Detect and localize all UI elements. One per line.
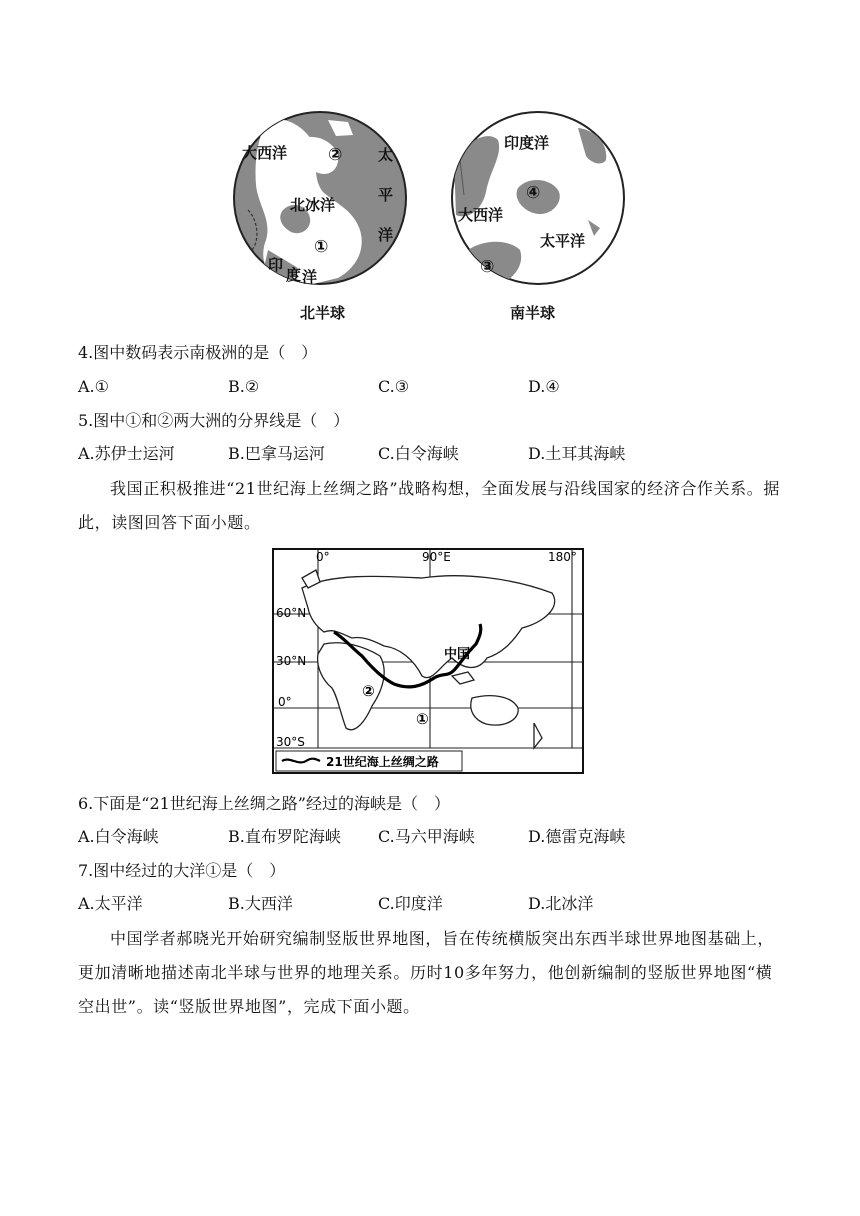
- q7-option-b: B.大西洋: [228, 894, 293, 913]
- q5-option-a: A.苏伊士运河: [78, 444, 175, 463]
- label-china: 中国: [444, 647, 471, 662]
- q7-option-c: C.印度洋: [378, 894, 443, 913]
- north-hemisphere-globe: [234, 112, 406, 290]
- q4-option-d: D.④: [528, 377, 560, 396]
- label-num-1-map: ①: [416, 710, 429, 728]
- question-7: 7.图中经过的大洋①是（ ）: [78, 861, 286, 880]
- label-num-2: ②: [328, 145, 343, 165]
- q6-option-a: A.白令海峡: [78, 827, 159, 846]
- label-pacific-south: 太平洋: [540, 232, 586, 250]
- q4-option-a: A.①: [78, 377, 109, 396]
- label-atlantic-north: 大西洋: [242, 144, 288, 162]
- label-pacific-1: 太: [378, 146, 394, 164]
- lat-label-60n: 60°N: [276, 606, 307, 620]
- q7-option-d: D.北冰洋: [528, 894, 594, 913]
- label-num-2-map: ②: [362, 682, 375, 700]
- q5-option-c: C.白令海峡: [378, 444, 459, 463]
- q6-option-d: D.德雷克海峡: [528, 827, 626, 846]
- q6-option-c: C.马六甲海峡: [378, 827, 475, 846]
- intro-paragraph-silk-road: 我国正积极推进“21世纪海上丝绸之路”战略构想，全面发展与沿线国家的经济合作关系。据此，读图回答下面小题。: [78, 479, 780, 532]
- lat-label-30s: 30°S: [276, 735, 305, 749]
- q5-option-d: D.土耳其海峡: [528, 444, 626, 463]
- caption-south: 南半球: [510, 304, 556, 322]
- south-hemisphere-globe: [452, 112, 624, 288]
- question-5: 5.图中①和②两大洲的分界线是（ ）: [78, 411, 350, 430]
- caption-north: 北半球: [300, 304, 346, 322]
- silk-road-map-svg: [272, 548, 584, 774]
- question-4: 4.图中数码表示南极洲的是（ ）: [78, 343, 318, 362]
- label-num-3: ③: [480, 257, 495, 277]
- question-6: 6.下面是“21世纪海上丝绸之路”经过的海峡是（ ）: [78, 794, 450, 813]
- label-indian-3: 洋: [302, 268, 318, 286]
- label-indian-south: 印度洋: [504, 134, 550, 152]
- label-indian-1: 印: [268, 256, 284, 274]
- label-pacific-3: 洋: [378, 226, 394, 244]
- label-pacific-2: 平: [378, 186, 394, 204]
- hemisphere-maps: [228, 100, 638, 330]
- label-num-4: ④: [526, 183, 541, 203]
- q4-option-c: C.③: [378, 377, 410, 396]
- lon-label-180: 180°: [548, 550, 577, 564]
- lat-label-0: 0°: [278, 695, 292, 709]
- label-arctic: 北冰洋: [290, 196, 336, 214]
- silk-road-map: [272, 548, 584, 774]
- label-indian-2: 度: [286, 266, 302, 284]
- legend-label: 21世纪海上丝绸之路: [326, 755, 439, 769]
- lon-label-90e: 90°E: [422, 550, 451, 564]
- label-atlantic-south: 大西洋: [458, 206, 504, 224]
- q5-option-b: B.巴拿马运河: [228, 444, 325, 463]
- q4-option-b: B.②: [228, 377, 260, 396]
- lon-label-0: 0°: [316, 550, 330, 564]
- q6-option-b: B.直布罗陀海峡: [228, 827, 341, 846]
- intro-paragraph-vertical-map: 中国学者郝晓光开始研究编制竖版世界地图，旨在传统横版突出东西半球世界地图基础上，更加清晰地描述南北半球与世界的地理关系。历时10多年努力，他创新编制的竖版世界地图“横空出世”。读“竖版世界地图”，完成下面小题。: [78, 929, 775, 1016]
- q7-option-a: A.太平洋: [78, 894, 143, 913]
- label-num-1: ①: [314, 237, 329, 257]
- hemisphere-figure: [228, 100, 638, 330]
- lat-label-30n: 30°N: [276, 654, 307, 668]
